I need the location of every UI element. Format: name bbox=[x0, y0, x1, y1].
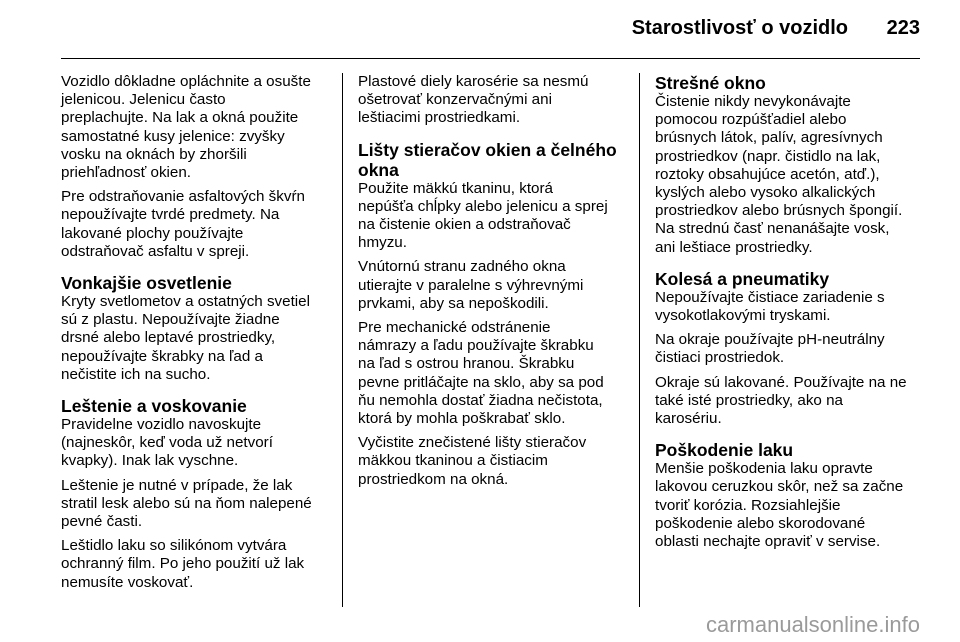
section-heading-exterior-lighting: Vonkajšie osvetlenie bbox=[61, 273, 232, 294]
paragraph: Čistenie nikdy nevykonávajte pomocou rozpúšťadiel alebo brúsnych látok, palív, agresívnych prostriedkov (napr. čistidlo na lak, roztoky obsahujúce acetón, atď.), kyslých alebo vysoko alkalických prostriedkov alebo brúsnych špongií. Na strednú časť nenanášajte vosk, ani leštiace prostriedky. bbox=[655, 93, 903, 256]
paragraph: Vozidlo dôkladne opláchnite a osušte jelenicou. Jelenicu často preplachujte. Na lak a okná použite samostatné kusy jelenice: zvyšky vosku na oknách by zhoršili priehľadnosť okien. bbox=[61, 73, 311, 182]
watermark: carmanualsonline.info bbox=[705, 612, 920, 637]
paragraph: Menšie poškodenia laku opravte lakovou ceruzkou skôr, než sa začne tvoriť korózia. Rozsiahlejšie poškodenie alebo skorodované oblasti nechajte opraviť v servise. bbox=[655, 460, 904, 551]
paragraph: Plastové diely karosérie sa nesmú ošetrovať konzervačnými ani leštiacimi prostriedkami. bbox=[358, 73, 589, 127]
paragraph: Pre mechanické odstránenie námrazy a ľadu používajte škrabku na ľad s ostrou hranou. Škrabku pevne pritláčajte na sklo, aby sa pod ňu nemohla dostať žiadna nečistota, ktorá by mohla poškrabať sklo. bbox=[358, 319, 604, 428]
column-3 bbox=[655, 73, 923, 557]
paragraph: Vnútornú stranu zadného okna utierajte v paralelne s výhrevnými prvkami, aby sa nepoškodili. bbox=[358, 258, 584, 312]
section-heading-wipers: Lišty stieračov okien a čelného okna bbox=[358, 139, 617, 180]
column-1 bbox=[61, 73, 329, 598]
section-heading-roof-window: Strešné okno bbox=[655, 73, 766, 93]
paragraph: Okraje sú lakované. Používajte na ne také isté prostriedky, ako na karosériu. bbox=[655, 373, 907, 428]
section-heading-wheels-tyres: Kolesá a pneumatiky bbox=[655, 268, 830, 289]
paragraph: Nepoužívajte čistiace zariadenie s vysokotlakovými tryskami. bbox=[655, 288, 885, 325]
paragraph: Pravidelne vozidlo navoskujte (najneskôr, keď voda už netvorí kvapky). Inak lak vyschne. bbox=[61, 416, 273, 470]
paragraph: Vyčistite znečistené lišty stieračov mäkkou tkaninou a čistiacim prostriedkom na okná. bbox=[358, 434, 587, 488]
page-header-title: Starostlivosť o vozidlo bbox=[631, 17, 848, 39]
column-divider-2 bbox=[639, 73, 640, 607]
section-heading-paint-damage: Poškodenie laku bbox=[655, 440, 794, 461]
paragraph: Leštidlo laku so silikónom vytvára ochranný film. Po jeho použití už lak nemusíte voskovať. bbox=[61, 537, 305, 591]
paragraph: Použite mäkkú tkaninu, ktorá nepúšťa chĺpky alebo jelenicu a sprej na čistenie okien a odstraňovač hmyzu. bbox=[358, 179, 608, 252]
section-heading-polishing: Leštenie a voskovanie bbox=[61, 396, 247, 417]
paragraph: Leštenie je nutné v prípade, že lak stratil lesk alebo sú na ňom nalepené pevné časti. bbox=[61, 476, 312, 531]
column-2 bbox=[358, 73, 626, 495]
paragraph: Na okraje používajte pH-neutrálny čistiaci prostriedok. bbox=[655, 331, 885, 367]
header-rule bbox=[61, 58, 920, 59]
column-divider-1 bbox=[342, 73, 343, 607]
page-number: 223 bbox=[886, 17, 920, 39]
paragraph: Kryty svetlometov a ostatných svetiel sú z plastu. Nepoužívajte žiadne drsné alebo leptavé prostriedky, nepoužívajte škrabky na ľad a nečistite ich na sucho. bbox=[61, 293, 311, 383]
paragraph: Pre odstraňovanie asfaltových škvŕn nepoužívajte tvrdé predmety. Na lakované plochy používajte odstraňovač asfaltu v spreji. bbox=[61, 188, 305, 260]
